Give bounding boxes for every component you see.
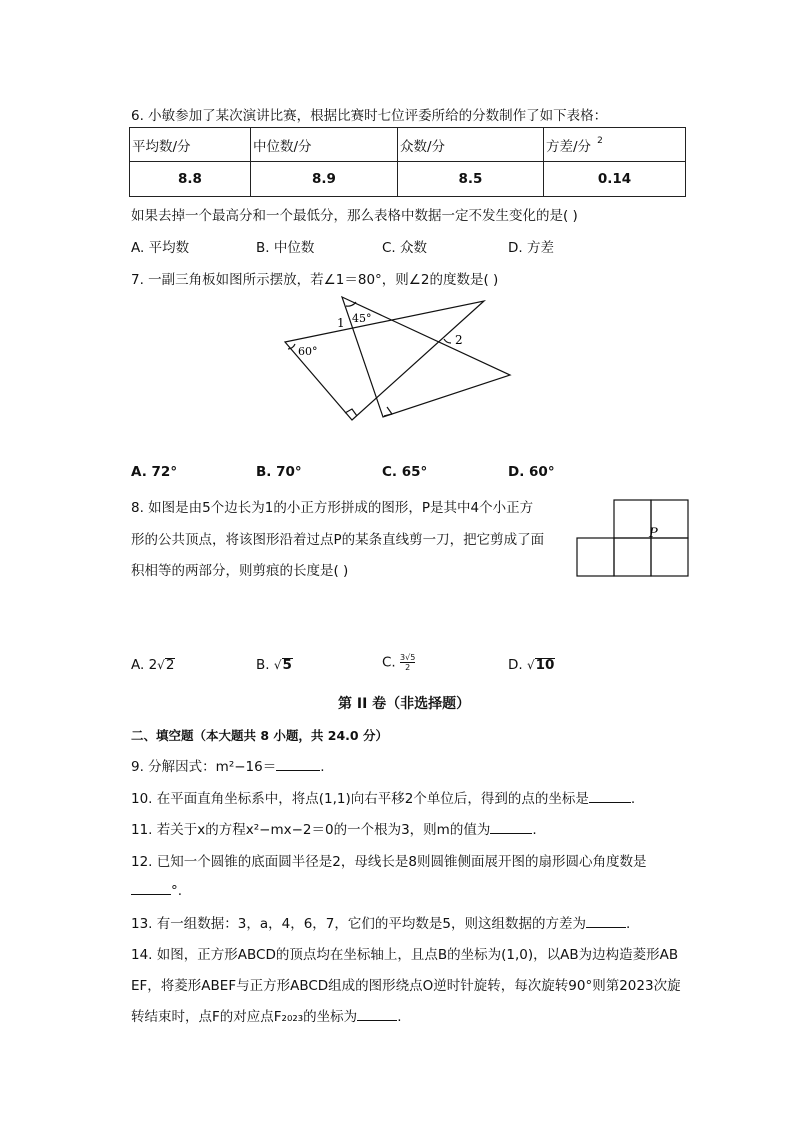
q11-answer-blank[interactable]: [490, 819, 532, 834]
q8-option-c[interactable]: C. $\frac{3√5}{2}$: [382, 653, 416, 672]
q13-answer-blank[interactable]: [586, 913, 626, 928]
q9-answer-blank[interactable]: [276, 756, 320, 771]
q6-question: 如果去掉一个最高分和一个最低分，那么表格中数据一定不发生变化的是( ): [131, 208, 578, 224]
table-value-variance: 0.14: [544, 162, 686, 197]
table-header-mode: 众数/分: [398, 128, 544, 162]
q7-option-d[interactable]: D. 60°: [508, 464, 555, 480]
q8-line-2: 形的公共顶点，将该图形沿着过点P的某条直线剪一刀，把它剪成了面: [131, 532, 545, 548]
point-p-label: P: [649, 526, 658, 541]
q13: 13. 有一组数据：3，a，4，6，7，它们的平均数是5，则这组数据的方差为 .: [131, 912, 630, 932]
angle-arc-2: [444, 339, 451, 343]
q8-line-3: 积相等的两部分，则剪痕的长度是( ): [131, 563, 349, 579]
section-heading: 二、填空题（本大题共 8 小题，共 24.0 分）: [131, 728, 388, 743]
q14-line-2: EF，将菱形ABEF与正方形ABCD组成的图形绕点O逆时针旋转，每次旋转90°则第2023次旋: [131, 978, 681, 994]
q6-option-b[interactable]: B. 中位数: [256, 240, 315, 256]
square-bottom-1: [577, 538, 614, 576]
table-header-median: 中位数/分: [251, 128, 398, 162]
right-angle-mark-1: [384, 407, 392, 416]
right-angle-mark-2: [345, 409, 357, 416]
q6-option-d[interactable]: D. 方差: [508, 240, 554, 256]
q10: 10. 在平面直角坐标系中，将点(1,1)向右平移2个单位后，得到的点的坐标是 .: [131, 787, 635, 807]
table-header-variance: 方差/分 $^2$: [544, 128, 686, 162]
squares-figure: [574, 497, 690, 581]
q7-option-a[interactable]: A. 72°: [131, 464, 178, 480]
q12-line-1: 12. 已知一个圆锥的底面圆半径是2，母线长是8则圆锥侧面展开图的扇形圆心角度数是: [131, 854, 647, 870]
q7-option-c[interactable]: C. 65°: [382, 464, 428, 480]
q8-line-1: 8. 如图是由5个边长为1的小正方形拼成的图形，P是其中4个小正方: [131, 500, 534, 516]
q11: 11. 若关于x的方程x²−mx−2＝0的一个根为3，则m的值为 .: [131, 818, 537, 838]
q8-option-a[interactable]: A. 2√2: [131, 657, 175, 673]
square-bottom-2: [614, 538, 651, 576]
q6-option-a[interactable]: A. 平均数: [131, 240, 190, 256]
q7-option-b[interactable]: B. 70°: [256, 464, 302, 480]
square-top-left: [614, 500, 651, 538]
q12-answer-blank[interactable]: [131, 880, 171, 895]
table-value-median: 8.9: [251, 162, 398, 197]
table-value-mean: 8.8: [130, 162, 251, 197]
q8-option-b[interactable]: B. √5: [256, 657, 292, 673]
table-header-mean: 平均数/分: [130, 128, 251, 162]
table-value-mode: 8.5: [398, 162, 544, 197]
q7-stem: 7. 一副三角板如图所示摆放，若∠1＝80°，则∠2的度数是( ): [131, 272, 499, 288]
angle-label-60: 60°: [298, 345, 318, 358]
q12-line-2: °.: [131, 880, 182, 899]
square-bottom-3: [651, 538, 688, 576]
q14-line-3: 转结束时，点F的对应点F₂₀₂₃的坐标为 .: [131, 1005, 401, 1025]
q10-answer-blank[interactable]: [589, 788, 631, 803]
part-two-title: 第 II 卷（非选择题）: [338, 696, 471, 712]
angle-label-1: 1: [337, 316, 345, 330]
q6-option-c[interactable]: C. 众数: [382, 240, 428, 256]
q9: 9. 分解因式：m²−16＝ .: [131, 755, 325, 775]
q6-stem: 6. 小敏参加了某次演讲比赛，根据比赛时七位评委所给的分数制作了如下表格：: [131, 108, 608, 124]
angle-label-45: 45°: [352, 312, 372, 325]
q14-line-1: 14. 如图，正方形ABCD的顶点均在坐标轴上，且点B的坐标为(1,0)，以AB为边构造菱形AB: [131, 947, 679, 963]
angle-label-2: 2: [455, 333, 463, 347]
q14-answer-blank[interactable]: [357, 1006, 397, 1021]
q8-option-d[interactable]: D. √10: [508, 657, 555, 673]
set-square-60: [285, 301, 484, 420]
